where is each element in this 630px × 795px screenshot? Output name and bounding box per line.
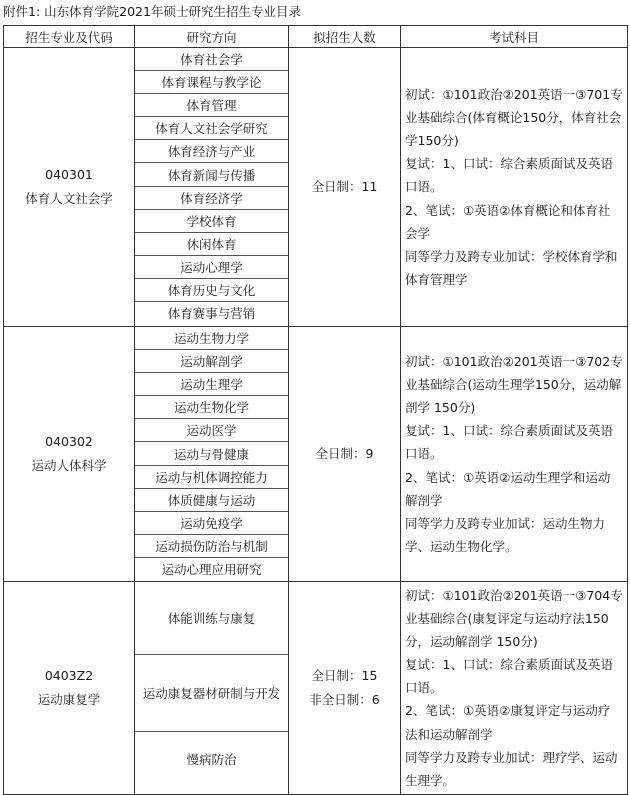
- major-code-cell: [4, 48, 135, 327]
- direction-item: 运动生物化学: [135, 396, 288, 419]
- exam-line: 复试：1、口试：综合素质面试及英语: [405, 657, 613, 673]
- exam-line: 体育管理学: [405, 271, 468, 287]
- major-code: 0403Z2: [44, 667, 94, 683]
- header-row: [4, 26, 628, 48]
- direction-item: 运动生理学: [135, 373, 288, 396]
- exam-line: 业基础综合(体育概论150分，体育社会: [405, 110, 622, 126]
- major-name: 运动人体科学: [31, 458, 107, 473]
- enrollment-value: 全日制：11: [311, 179, 378, 194]
- direction-item: 休闲体育: [135, 232, 288, 255]
- exam-line: 解剖学: [405, 492, 443, 508]
- enrollment-cell: [289, 582, 401, 795]
- exam-line: 分，运动解剖学 150分): [405, 634, 538, 650]
- exam-line: 学、运动生物化学。: [405, 538, 518, 554]
- major-name: 体育人文社会学: [25, 191, 113, 206]
- exam-line: 法和运动解剖学: [405, 726, 493, 742]
- direction-cell: [135, 327, 289, 582]
- header-enrollment: 拟招生人数: [289, 26, 401, 48]
- enrollment-cell: [289, 327, 401, 582]
- exam-line: 同等学力及跨专业加试：运动生物力: [405, 515, 606, 531]
- exam-line: 复试：1、口试：综合素质面试及英语: [405, 156, 613, 172]
- exam-line: 初试：①101政治②201英语一③701专: [405, 87, 623, 103]
- direction-item: 体育新闻与传播: [135, 163, 288, 186]
- exam-line: 剖学 150分): [405, 400, 476, 416]
- exam-cell: [401, 582, 628, 795]
- direction-item: 体育社会学: [135, 48, 288, 71]
- direction-cell: [135, 48, 289, 327]
- exam-line: 口语。: [405, 179, 443, 195]
- header-direction: 研究方向: [135, 26, 289, 48]
- direction-item: 运动与骨健康: [135, 442, 288, 465]
- exam-line: 2、笔试：①英语②康复评定与运动疗: [405, 703, 611, 719]
- major-code-cell: [4, 327, 135, 582]
- direction-item: 运动心理应用研究: [161, 561, 262, 577]
- direction-item: 运动生物力学: [135, 327, 288, 350]
- direction-item: 体育课程与教学论: [135, 71, 288, 94]
- direction-item: 体育管理: [135, 94, 288, 117]
- header-exam: 考试科目: [401, 26, 628, 48]
- enrollment-value: 非全日制：6: [309, 691, 380, 707]
- enrollment-value: 全日制：9: [315, 446, 374, 461]
- major-code-cell: [4, 582, 135, 795]
- direction-item: 体育经济与产业: [135, 140, 288, 163]
- exam-line: 同等学力及跨专业加试：理疗学、运动: [405, 749, 618, 765]
- direction-item: 体育人文社会学研究: [135, 117, 288, 140]
- direction-item: 运动与机体调控能力: [135, 465, 288, 488]
- direction-list: [135, 327, 288, 580]
- direction-item: 体质健康与运动: [135, 488, 288, 511]
- exam-line: 生理学。: [405, 772, 456, 788]
- direction-cell: [135, 582, 289, 795]
- exam-line: 业基础综合(康复评定与运动疗法150: [405, 611, 609, 627]
- direction-item: 运动康复器材研制与开发: [135, 655, 288, 732]
- header-major: 招生专业及代码: [4, 26, 135, 48]
- direction-item: 体能训练与康复: [135, 582, 288, 655]
- exam-line: 学150分): [405, 133, 459, 149]
- major-code: 040302: [45, 434, 93, 449]
- exam-cell: [401, 327, 628, 582]
- exam-line: 会学: [405, 225, 431, 241]
- direction-item: 体育经济学: [135, 186, 288, 209]
- direction-item: 运动解剖学: [135, 350, 288, 373]
- exam-line: 2、笔试：①英语②体育概论和体育社: [405, 202, 611, 218]
- exam-line: 初试：①101政治②201英语一③704专: [405, 588, 623, 603]
- major-row-040302: [4, 327, 628, 582]
- exam-cell: [401, 48, 628, 327]
- exam-line: 初试：①101政治②201英语一③702专: [405, 354, 623, 370]
- direction-item: 运动心理学: [135, 255, 288, 278]
- exam-line: 复试：1、口试：综合素质面试及英语: [405, 423, 613, 439]
- exam-line: 口语。: [405, 680, 443, 696]
- direction-item: 运动损伤防治与机制: [135, 534, 288, 557]
- major-row-0403Z2: [4, 582, 628, 795]
- exam-line: 口语。: [405, 446, 443, 462]
- major-name: 运动康复学: [37, 691, 101, 707]
- exam-line: 同等学力及跨专业加试：学校体育学和: [405, 248, 618, 264]
- exam-line: 业基础综合(运动生理学150分，运动解: [405, 377, 622, 393]
- direction-item: 体育赛事与营销: [167, 306, 256, 322]
- major-row-040301: [4, 48, 628, 327]
- page-title: 附件1: 山东体育学院2021年硕士研究生招生专业目录: [3, 4, 301, 19]
- enrollment-cell: [289, 48, 401, 327]
- direction-item: 体育历史与文化: [135, 278, 288, 301]
- enrollment-value: 全日制：15: [311, 667, 378, 683]
- direction-list: [135, 48, 288, 324]
- direction-item: 慢病防治: [186, 752, 237, 767]
- exam-line: 2、笔试：①英语②运动生理学和运动: [405, 469, 611, 485]
- catalog-table: [3, 25, 628, 795]
- direction-item: 运动免疫学: [135, 511, 288, 534]
- direction-item: 学校体育: [135, 209, 288, 232]
- direction-list: [135, 582, 288, 786]
- direction-item: 运动医学: [135, 419, 288, 442]
- major-code: 040301: [45, 167, 93, 182]
